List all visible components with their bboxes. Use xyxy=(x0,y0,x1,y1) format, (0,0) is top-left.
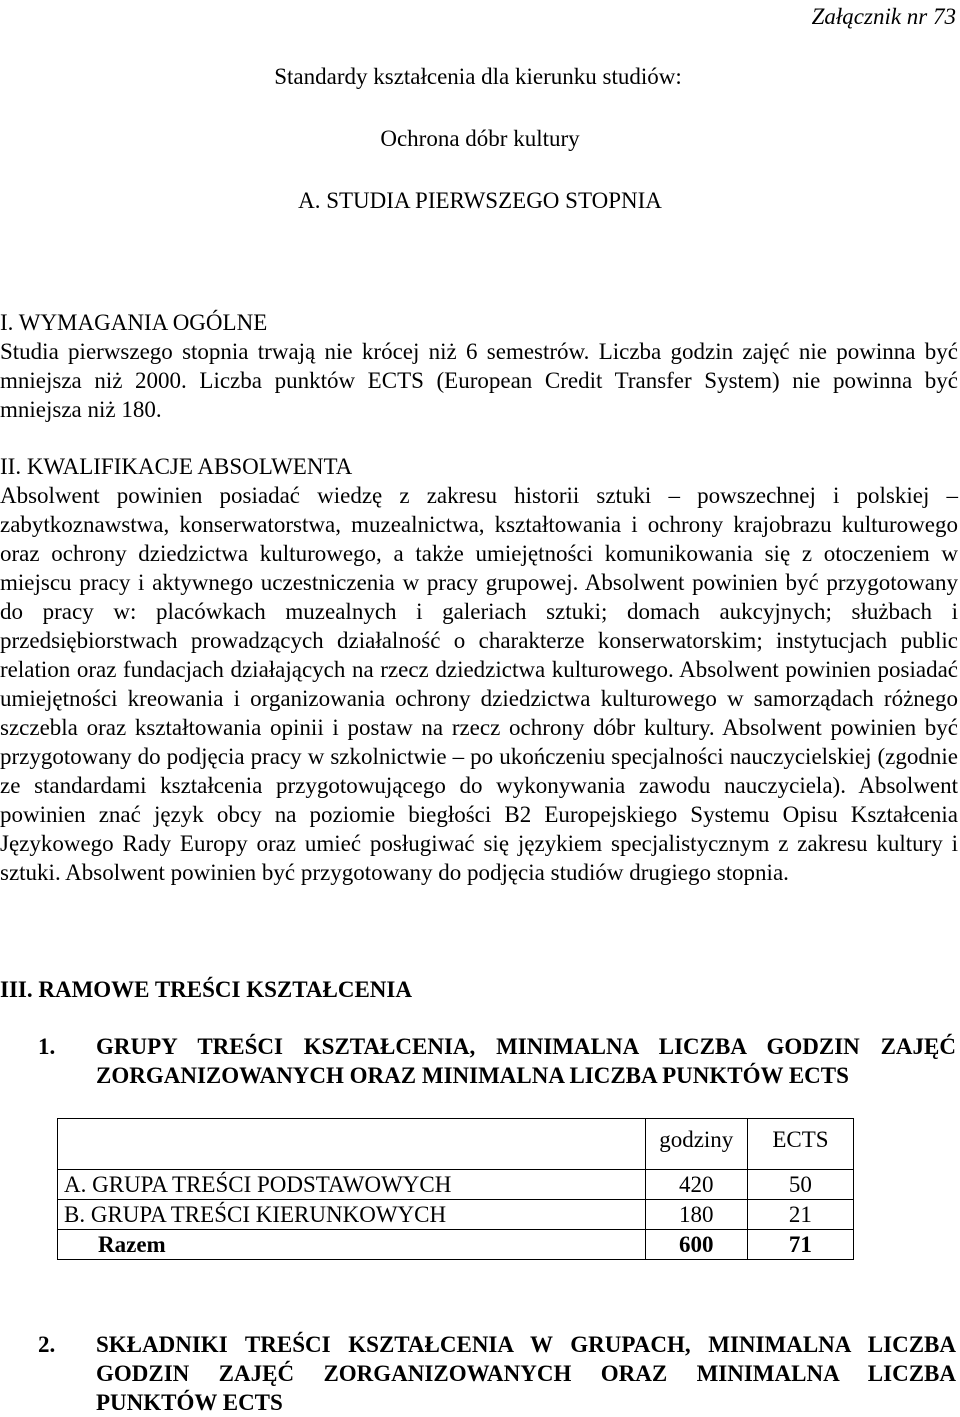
ects-table xyxy=(57,1118,854,1260)
section-2-heading: II. KWALIFIKACJE ABSOLWENTA xyxy=(0,454,353,479)
row-hours: 180 xyxy=(645,1200,747,1230)
total-hours: 600 xyxy=(645,1230,747,1260)
subsection-1-heading xyxy=(38,1032,956,1090)
study-level-title: A. STUDIA PIERWSZEGO STOPNIA xyxy=(298,188,662,213)
subsection-2-heading xyxy=(38,1330,956,1417)
table-row xyxy=(58,1200,854,1230)
row-ects: 21 xyxy=(747,1200,853,1230)
col-ects-header: ECTS xyxy=(747,1119,853,1170)
row-hours: 420 xyxy=(645,1170,747,1200)
row-name: A. GRUPA TREŚCI PODSTAWOWYCH xyxy=(58,1170,646,1200)
table-total-row xyxy=(58,1230,854,1260)
section-3-heading: III. RAMOWE TREŚCI KSZTAŁCENIA xyxy=(0,977,412,1002)
col-hours-header: godziny xyxy=(645,1119,747,1170)
subsection-1-text: GRUPY TREŚCI KSZTAŁCENIA, MINIMALNA LICZBA GODZIN ZAJĘĆ ZORGANIZOWANYCH ORAZ MINIMALNA LICZBA PUNKTÓW ECTS xyxy=(96,1034,956,1088)
row-name: B. GRUPA TREŚCI KIERUNKOWYCH xyxy=(58,1200,646,1230)
section-2-text: Absolwent powinien posiadać wiedzę z zakresu historii sztuki – powszechnej i polskiej – zabytkoznawstwa, konserwatorstwa, muzealnictwa, kształtowania i ochrony krajobrazu kulturowego oraz ochrony dziedzictwa kulturowego, a także umiejętności komunikowania się z otoczeniem w miejscu pracy i aktywnego uczestniczenia w pracy grupowej. Absolwent powinien być przygotowany do pracy w: placówkach muzealnych i galeriach sztuki; domach aukcyjnych; służbach i przedsiębiorstwach prowadzących działalność o charakterze konserwatorskim; instytucjach public relation oraz fundacjach działających na rzecz dziedzictwa kulturowego. Absolwent powinien posiadać umiejętności kreowania i organizowania ochrony dziedzictwa kulturowego w samorządach różnego szczebla oraz kształtowania opinii i postaw na rzecz ochrony dóbr kultury. Absolwent powinien być przygotowany do podjęcia pracy w szkolnictwie – po ukończeniu specjalności nauczycielskiej (zgodnie ze standardami kształcenia przygotowującego do wykonywania zawodu nauczyciela). Absolwent powinien znać język obcy na poziomie biegłości B2 Europejskiego Systemu Opisu Kształcenia Językowego Rady Europy oraz umieć posługiwać się językiem specjalistycznym z zakresu kultury i sztuki. Absolwent powinien być przygotowany do podjęcia studiów drugiego stopnia. xyxy=(0,483,958,885)
table-row xyxy=(58,1170,854,1200)
section-1-heading: I. WYMAGANIA OGÓLNE xyxy=(0,310,268,335)
field-of-study-title: Ochrona dóbr kultury xyxy=(380,126,580,151)
table-header-empty xyxy=(58,1119,646,1170)
total-label: Razem xyxy=(58,1230,646,1260)
subsection-2-number: 2. xyxy=(38,1332,56,1357)
table-header-row xyxy=(58,1119,854,1170)
section-1-text: Studia pierwszego stopnia trwają nie krócej niż 6 semestrów. Liczba godzin zajęć nie powinna być mniejsza niż 2000. Liczba punktów ECTS (European Credit Transfer System) nie powinna być mniejsza niż 180. xyxy=(0,339,958,422)
annex-label: Załącznik nr 73 xyxy=(811,4,956,29)
subsection-1-number: 1. xyxy=(38,1034,56,1059)
row-ects: 50 xyxy=(747,1170,853,1200)
subsection-2-text: SKŁADNIKI TREŚCI KSZTAŁCENIA W GRUPACH, MINIMALNA LICZBA GODZIN ZAJĘĆ ZORGANIZOWANYCH ORAZ MINIMALNA LICZBA PUNKTÓW ECTS xyxy=(96,1332,956,1415)
document-title: Standardy kształcenia dla kierunku studiów: xyxy=(274,64,682,89)
total-ects: 71 xyxy=(747,1230,853,1260)
